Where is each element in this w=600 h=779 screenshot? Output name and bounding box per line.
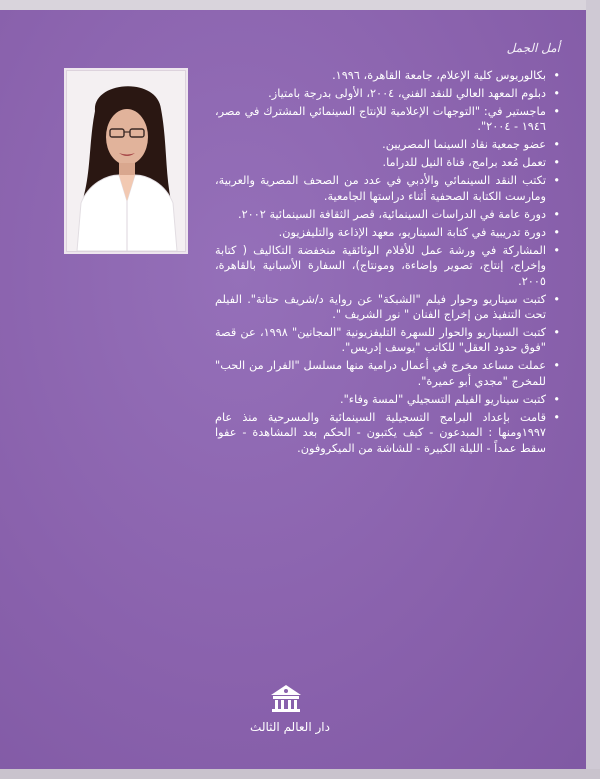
bio-item: • دورة عامة في الدراسات السينمائية، قصر الثقافة السينمائية ٢٠٠٢. — [215, 207, 560, 222]
bio-item: • تعمل مُعد برامج، قناة النيل للدراما. — [215, 155, 560, 170]
bio-item: • دورة تدريبية في كتابة السيناريو، معهد الإذاعة والتليفزيون. — [215, 225, 560, 240]
author-name: أمل الجمل — [506, 41, 560, 55]
bio-item: • ماجستير في: "التوجهات الإعلامية للإنتاج السينمائي المشترك في مصر، ١٩٤٦ - ٢٠٠٤". — [215, 104, 560, 135]
bio-list — [215, 68, 560, 459]
author-photo — [66, 70, 186, 252]
bio-item: • كتبت سيناريو وحوار فيلم "الشبكة" عن رواية د/شريف حتاتة". الفيلم تحت التنفيذ من إخراج الفنان " نور الشريف ". — [215, 292, 560, 323]
bio-item: • قامت بإعداد البرامج التسجيلية السينمائية والمسرحية منذ عام ١٩٩٧ومنها : المبدعون - كيف يكتبون - الحكم بعد المشاهدة - عفوا سقط عمداً - الليلة الكبيرة - للشاشة من الميكروفون. — [215, 410, 560, 456]
bio-item: • كتبت السيناريو والحوار للسهرة التليفزيونية "المجانين" ١٩٩٨، عن قصة "فوق حدود العقل" للكاتب "يوسف إدريس". — [215, 325, 560, 356]
scan-edge-bottom — [0, 769, 600, 779]
bio-item: • بكالوريوس كلية الإعلام، جامعة القاهرة، ١٩٩٦. — [215, 68, 560, 83]
bio-item: • تكتب النقد السينمائي والأدبي في عدد من الصحف المصرية والعربية، ومارست الكتابة الصحفية أثناء دراستها الجامعية. — [215, 173, 560, 204]
bio-item: • دبلوم المعهد العالي للنقد الفني، ٢٠٠٤، الأولى بدرجة بامتياز. — [215, 86, 560, 101]
scan-edge-top — [0, 0, 600, 10]
bio-item: • عملت مساعد مخرج في أعمال درامية منها مسلسل "الفرار من الحب" للمخرج "مجدي أبو عميرة". — [215, 358, 560, 389]
bio-item: • عضو جمعية نقاد السينما المصريين. — [215, 137, 560, 152]
bio-item: • كتبت سيناريو الفيلم التسجيلي "لمسة وفاء". — [215, 392, 560, 407]
publisher-logo-icon — [269, 683, 303, 713]
publisher-name: دار العالم الثالث — [250, 720, 330, 734]
scan-edge-right — [586, 0, 600, 779]
author-portrait-image — [67, 71, 185, 251]
bio-item: • المشاركة في ورشة عمل للأفلام الوثائقية منخفضة التكاليف ( كتابة وإخراج، إنتاج، تصوير وإضاءة، ومونتاج)، السفارة الأسبانية بالقاهرة، ٢٠٠٥. — [215, 243, 560, 289]
